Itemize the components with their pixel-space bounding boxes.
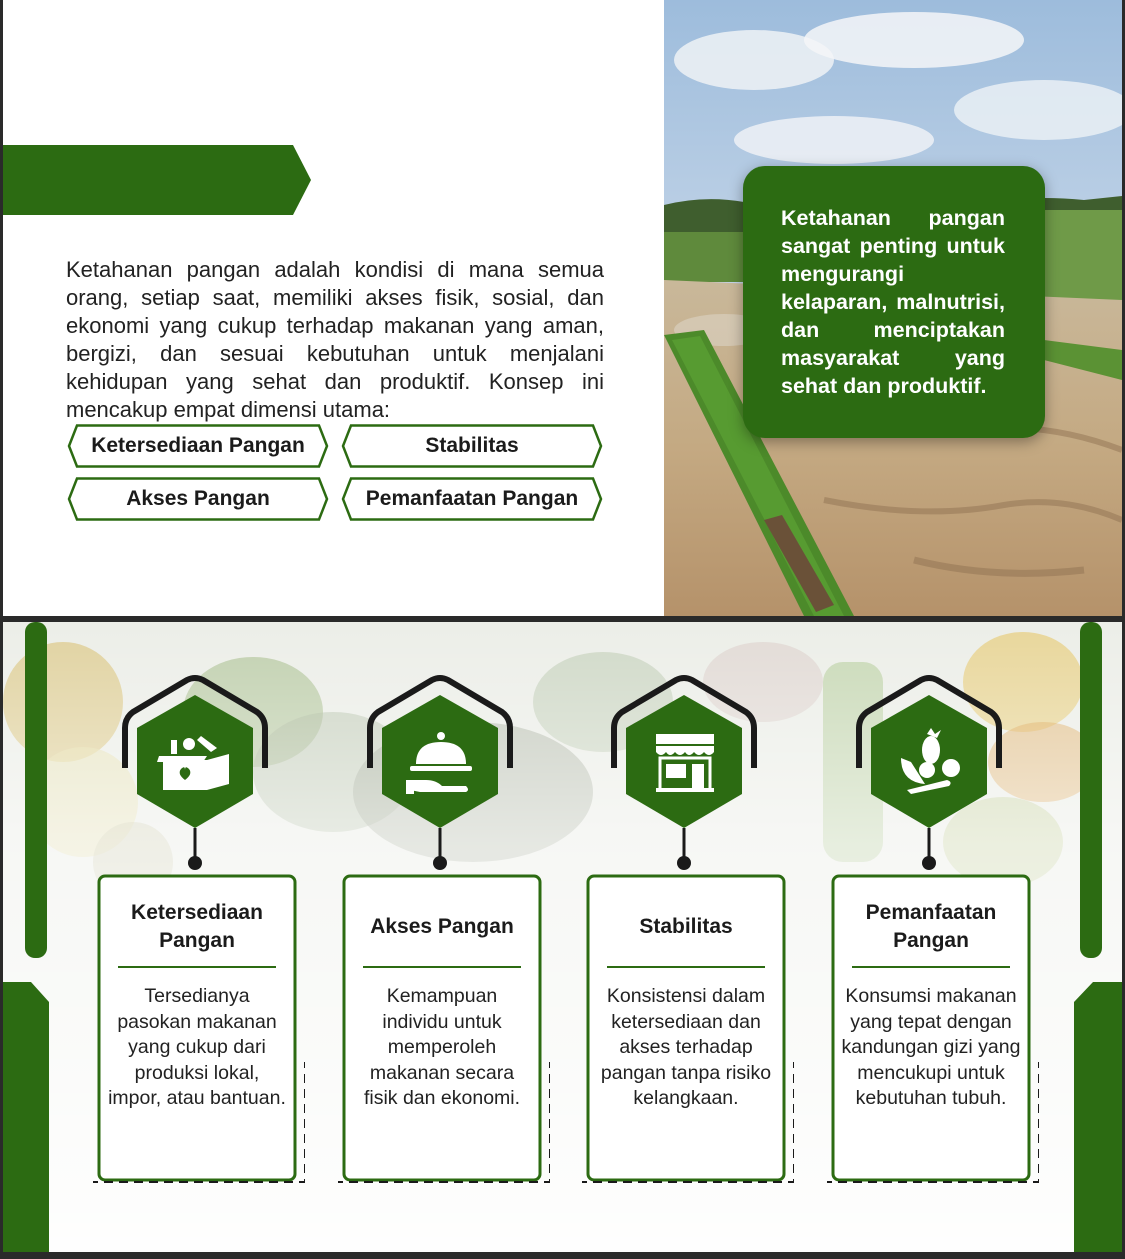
pill-label: Pemanfaatan Pangan — [365, 487, 579, 510]
intro-paragraph: Ketahanan pangan adalah kondisi di mana semua orang, setiap saat, memiliki akses fisik, sosial, dan ekonomi yang cukup terhadap makanan yang aman, bergizi, dan sesuai kebutuhan untuk menjalani kehidupan yang sehat dan produktif. Konsep ini mencakup empat dimensi utama: — [66, 257, 604, 422]
title-divider — [607, 966, 765, 968]
dimension-title: Akses Pangan — [370, 915, 514, 938]
market-stall-icon — [654, 732, 716, 794]
pill-akses-pangan — [67, 477, 329, 521]
dimension-description: Kemampuan individu untuk memperoleh makanan secara fisik dan ekonomi. — [363, 985, 521, 1110]
dimension-description: Tersedianya pasokan makanan yang cukup dari produksi lokal, impor, atau bantuan. — [108, 985, 286, 1110]
intro-slide — [3, 0, 1122, 616]
serving-cloche-icon — [406, 730, 476, 796]
pill-pemanfaatan-pangan — [341, 477, 603, 521]
dimension-title: Pemanfaatan Pangan — [865, 901, 997, 952]
importance-callout — [743, 166, 1045, 438]
title-divider — [118, 966, 276, 968]
dimensions-slide — [3, 622, 1122, 1252]
dimension-title: Ketersediaan Pangan — [131, 901, 263, 952]
pill-ketersediaan-pangan — [67, 424, 329, 468]
title-divider — [852, 966, 1010, 968]
pill-stabilitas — [341, 424, 603, 468]
dimension-description: Konsumsi makanan yang tepat dengan kandungan gizi yang mencukupi untuk kebutuhan tubuh. — [841, 985, 1021, 1110]
dimension-title: Stabilitas — [639, 915, 733, 938]
pill-label: Akses Pangan — [126, 487, 270, 510]
title-banner — [3, 145, 311, 215]
dimension-description: Konsistensi dalam ketersediaan dan akses terhadap pangan tanpa risiko kelangkaan. — [600, 985, 772, 1110]
fruits-vegetables-icon — [897, 728, 965, 796]
callout-text: Ketahanan pangan sangat penting untuk mengurangi kelaparan, malnutrisi, dan menciptakan masyarakat yang sehat dan produktif. — [781, 206, 1005, 398]
title-divider — [363, 966, 521, 968]
food-box-heart-icon — [157, 734, 235, 794]
pill-label: Ketersediaan Pangan — [91, 434, 305, 457]
pill-label: Stabilitas — [425, 434, 519, 457]
